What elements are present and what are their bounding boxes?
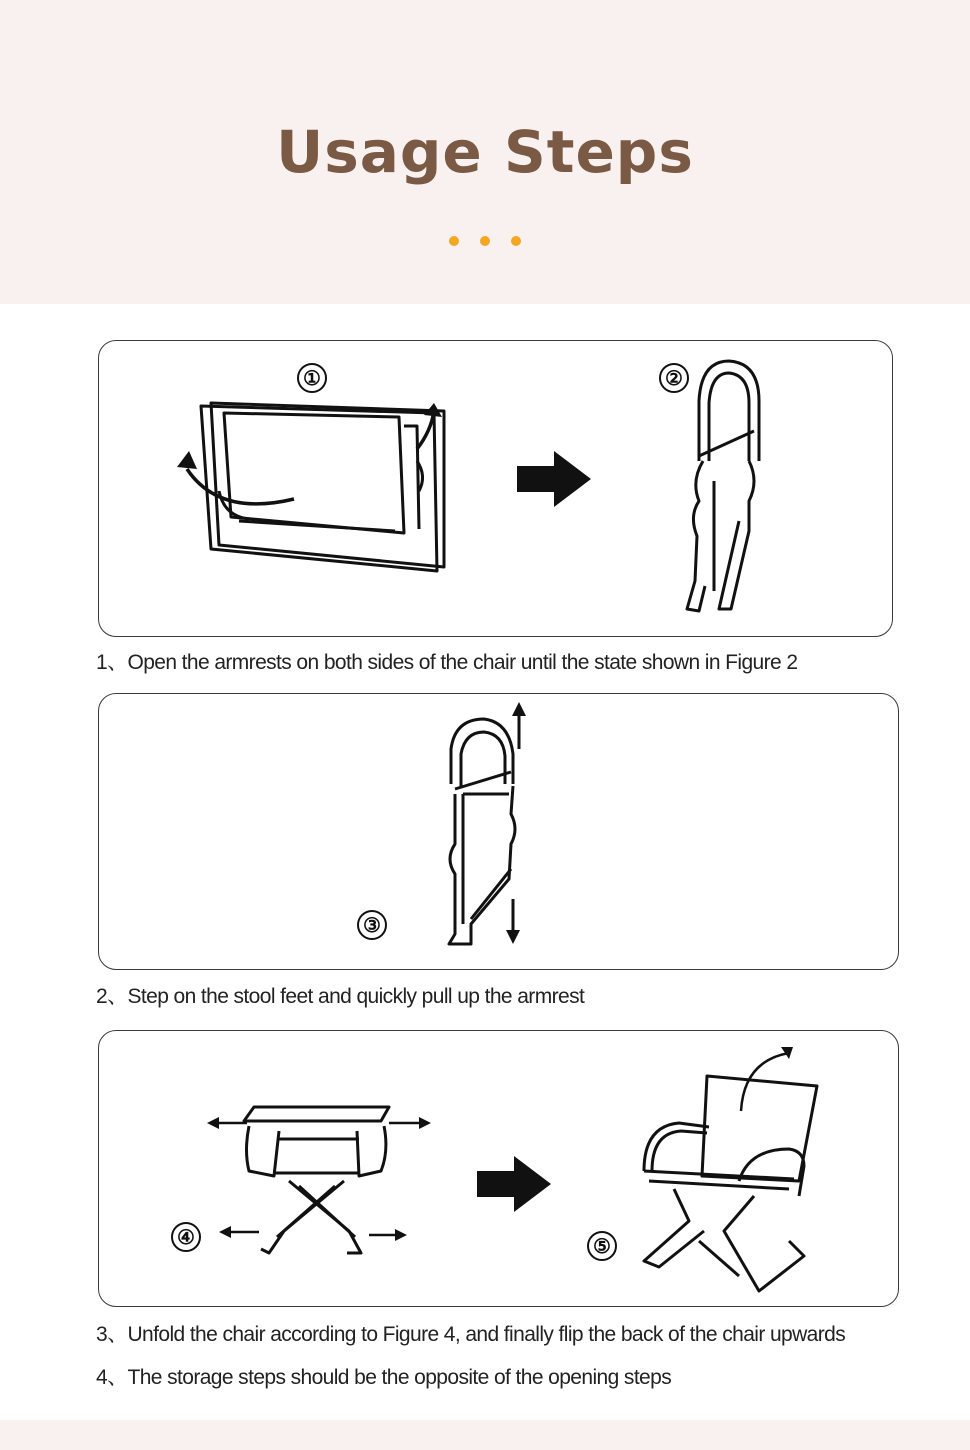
figure-label-3: ③ (357, 910, 387, 940)
figure-label-1: ① (297, 363, 327, 393)
figure-label-4: ④ (171, 1222, 201, 1252)
step-caption-2: 2、Step on the stool feet and quickly pull up the armrest (96, 985, 585, 1008)
dot-icon (449, 236, 459, 246)
step-caption-1: 1、Open the armrests on both sides of the chair until the state shown in Figure 2 (96, 651, 798, 674)
folded-chair-illustration (99, 341, 894, 638)
curved-arrow-icon (187, 469, 294, 504)
dot-icon (480, 236, 490, 246)
curved-arrow-icon (417, 411, 434, 449)
page-title: Usage Steps (276, 118, 694, 186)
arrow-right-icon (477, 1156, 551, 1212)
figure-panel-2 (98, 693, 899, 970)
dot-icon (511, 236, 521, 246)
arrow-right-icon (517, 451, 591, 507)
header-banner (0, 0, 970, 304)
figure-panel-1 (98, 340, 893, 637)
figure-label-5: ⑤ (587, 1231, 617, 1261)
step-caption-4: 4、The storage steps should be the opposite of the opening steps (96, 1366, 672, 1389)
step-caption-3: 3、Unfold the chair according to Figure 4, and finally flip the back of the chair upwards (96, 1323, 846, 1346)
pull-up-chair-illustration (99, 694, 900, 971)
figure-panel-3 (98, 1030, 899, 1307)
footer-band (0, 1420, 970, 1450)
expand-arrows-icon (207, 1117, 431, 1241)
unfold-chair-illustration (99, 1031, 900, 1308)
figure-label-2: ② (659, 363, 689, 393)
